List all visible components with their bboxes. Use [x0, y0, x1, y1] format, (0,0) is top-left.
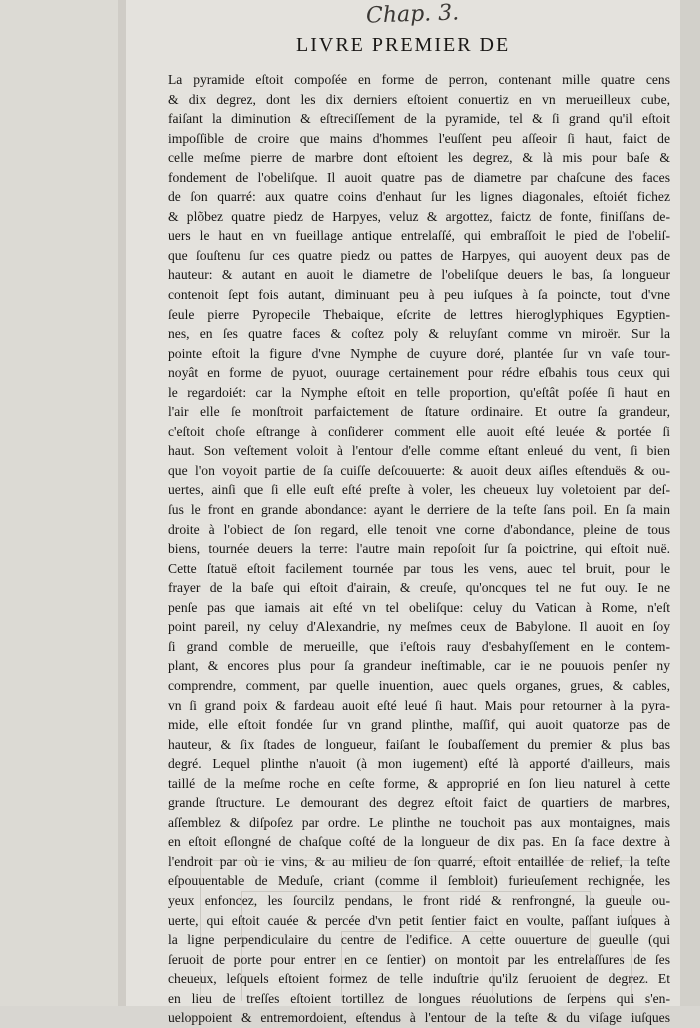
body-text	[168, 70, 670, 1028]
text-line: celle meſme pierre de marbre dont eſtoient les degrez, & là mis pour baſe &	[168, 150, 670, 166]
page-left-margin	[0, 0, 124, 1006]
text-line: comprendre, comment, par quelle inuention, auec quels organes, grues, & cables,	[168, 677, 670, 693]
text-line: en lieu de treſſes eſtoient tortillez de longues réuolutions de ſerpens qui s'en-	[168, 990, 670, 1006]
running-head: LIVRE PREMIER DE	[296, 34, 511, 56]
text-line: en eſtoit eſlongné de chaſque coſté de la longueur de dix pas. En ſa face dextre à	[168, 834, 670, 850]
text-line: & plõbez quatre piedz de Harpyes, veluz & argottez, faictz de fonte, finiſſans de-	[168, 208, 670, 224]
text-line: degré. Lequel plinthe n'auoit (à mon iugement) eſté là apporté d'ailleurs, mais	[168, 756, 670, 772]
text-line: hauteur, & ſix ſtades de longueur, faiſant le ſoubaſſement du premier & plus bas	[168, 736, 670, 752]
text-line: haut. Son veſtement voloit à l'entour d'elle comme eſtant enleué du vent, ſi bien	[168, 443, 670, 459]
text-line: l'endroit par où ie vins, & au milieu de ſon quarré, eſtoit entaillée de relief, la teſte	[168, 853, 670, 869]
text-line: taillé de la meſme roche en ceſte forme, & approprié en ſon lieu naturel à cette	[168, 775, 670, 791]
text-line: impoſſible de croire que mains d'hommes l'euſſent peu aſſeoir ſi haut, faict de	[168, 130, 670, 146]
text-line: vn ſi grand poix & fardeau auoit eſté leué ſi haut. Mais pour retourner à la pyra-	[168, 697, 670, 713]
text-line: droite à l'obiect de ſon regard, elle tenoit vne corne d'abondance, pleine de tous	[168, 521, 670, 537]
text-line: plant, & encores plus pour ſa grandeur ineſtimable, car ie ne pouuois penſer ny	[168, 658, 670, 674]
text-line: pointe eſtoit la figure d'vne Nymphe de cuyure doré, plantée ſur vn vaſe tour-	[168, 345, 670, 361]
handwritten-annotation: Chap. 3.	[365, 0, 460, 29]
text-line: ueloppoient & entremordoient, eſtendus à l'entour de la teſte & du viſage iuſques	[168, 1010, 670, 1026]
text-line: penſe pas que iamais ait eſté vn tel obeliſque: celuy du Vatican à Rome, n'eſt	[168, 599, 670, 615]
text-line: noyât en forme de pyuot, ouurage certainement pour rédre eſbahis tous ceux qui	[168, 365, 670, 381]
text-line: cheueux, leſquels eſtoient formez de telle induſtrie qu'ilz ſeruoient de degrez. Et	[168, 971, 670, 987]
text-line: que ſouſtenu ſur ces quatre piedz ou pattes de Harpyes, qui auoyent deux pas de	[168, 247, 670, 263]
text-line: & dix degrez, dont les dix derniers eſtoient conuertiz en vn merueilleux cube,	[168, 91, 670, 107]
gutter-shadow	[118, 0, 126, 1006]
text-line: le regardoiét: car la Nymphe eſtoit en telle proportion, qu'eſtât poſée ſi haut en	[168, 384, 670, 400]
text-line: ſeule pierre Pyropecile Thebaique, eſcrite de lettres hieroglyphiques Egyptien-	[168, 306, 670, 322]
text-line: hauteur: & autant en auoit le diametre de l'obeliſque deuers le bas, ſa longueur	[168, 267, 670, 283]
text-line: frayer de la baſe qui eſtoit d'airain, & creuſe, qu'oncques tel ne fut ouy. Ie ne	[168, 580, 670, 596]
text-line: nes, en ſes quatre faces & coſtez poly & reluyſant comme vn miroër. Sur la	[168, 326, 670, 342]
text-line: mide, elle eſtoit fondée ſur vn grand plinthe, maſſif, qui auoit quatorze pas de	[168, 717, 670, 733]
text-line: Cette ſtatuë eſtoit facilement tournée par tous les vens, auec tel bruit, pour le	[168, 560, 670, 576]
text-line: contenoit ſept fois autant, diminuant peu à peu iuſques à ſa poincte, tout d'vne	[168, 287, 670, 303]
text-line: yeux enfoncez, les ſourcilz pendans, le front ridé & renfrongné, la gueule ou-	[168, 892, 670, 908]
text-line: ſeruoit de porte pour entrer en ce ſentier) on montoit par les entrelaſſures de ſes	[168, 951, 670, 967]
page-right-edge	[680, 0, 700, 1006]
text-line: biens, tournée deuers la terre: l'autre main repoſoit ſur ſa poictrine, qui eſtoit nuë.	[168, 541, 670, 557]
text-line: fondement de l'obeliſque. Il auoit quatre pas de diametre par chaſcune des faces	[168, 169, 670, 185]
text-line: de ſon quarré: aux quatre coins d'enhaut ſur les lignes diagonales, eſtoiét fichez	[168, 189, 670, 205]
text-line: l'air elle ſe monſtroit parfaictement de ſtature ordinaire. Et outre ſa grandeur,	[168, 404, 670, 420]
text-line: c'eſtoit choſe eſtrange à conſiderer comment elle auoit eſté leuée & portée ſi	[168, 423, 670, 439]
text-line: la ligne perpendiculaire du centre de l'edifice. A cette ouuerture de gueulle (qui	[168, 932, 670, 948]
text-line: ſus le front en grande abondance: ayant le derriere de la teſte ſans poil. En ſa main	[168, 502, 670, 518]
text-line: uertes, ainſi que ſi elle euſt eſté preſte à voler, les cheueux luy voletoient par deſ-	[168, 482, 670, 498]
text-line: que l'on voyoit partie de ſa cuiſſe deſcouuerte: & auoit deux aiſles eſtenduës & ou-	[168, 462, 670, 478]
text-line: faiſant la diminution & eſtreciſſement de la pyramide, tel & ſi grand qu'il eſtoit	[168, 111, 670, 127]
text-line: eſpouuentable de Meduſe, criant (comme il ſembloit) furieuſement rechignée, les	[168, 873, 670, 889]
text-line: La pyramide eſtoit compoſée en forme de perron, contenant mille quatre cens	[168, 72, 670, 87]
text-line: ſi grand comble de merueille, que i'eſtois rauy d'esbahyſſement en le contem-	[168, 638, 670, 654]
text-line: point pareil, ny celuy d'Alexandrie, ny meſmes ceux de Babylone. Il auoit en ſoy	[168, 619, 670, 635]
text-line: grande ſtructure. Le demourant des degrez eſtoit faict de quartiers de marbres,	[168, 795, 670, 811]
text-line: uerte, qui eſtoit cauée & percée d'vn petit ſentier faict en voulte, paſſant iuſques à	[168, 912, 670, 928]
text-line: uers le haut en vn fueillage antique entrelaſſé, qui embraſſoit le pied de l'obeliſ-	[168, 228, 670, 244]
text-line: aſſemblez & diſpoſez par ordre. Le plinthe ne touchoit pas aux montaignes, mais	[168, 814, 670, 830]
